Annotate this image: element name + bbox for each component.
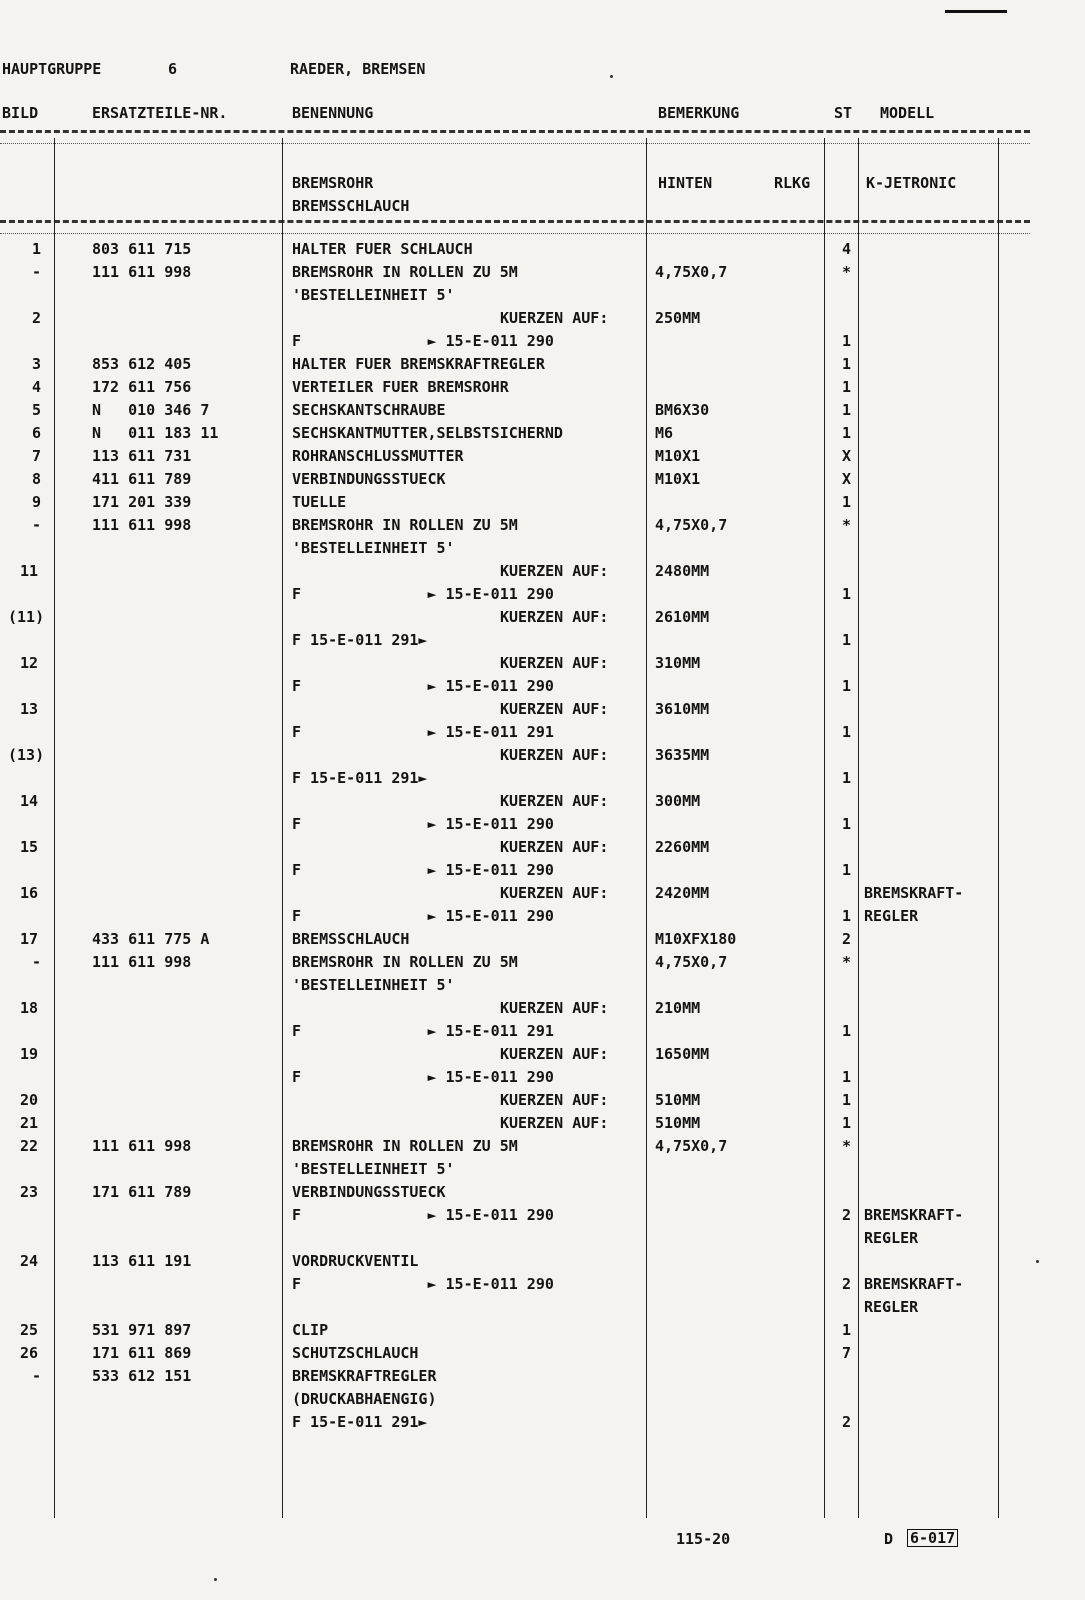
row-part-number: 113 611 191 — [92, 1252, 192, 1270]
row-bild: 14 — [20, 792, 39, 810]
row-remark: 2610MM — [655, 608, 710, 626]
row-quantity: * — [842, 263, 852, 281]
row-quantity: 1 — [842, 1068, 852, 1086]
row-bild: 12 — [20, 654, 39, 672]
row-description: KUERZEN AUF: — [500, 792, 609, 810]
row-bild: - — [32, 263, 42, 281]
row-description: F ► 15-E-011 290 — [292, 677, 554, 695]
row-model: BREMSKRAFT- — [864, 884, 964, 902]
row-description: 'BESTELLEINHEIT 5' — [292, 286, 455, 304]
row-remark: BM6X30 — [655, 401, 710, 419]
row-bild: 1 — [32, 240, 42, 258]
row-bild: - — [32, 1367, 42, 1385]
row-description: BREMSROHR IN ROLLEN ZU 5M — [292, 953, 518, 971]
row-part-number: 113 611 731 — [92, 447, 192, 465]
row-description: F ► 15-E-011 290 — [292, 1206, 554, 1224]
scan-speck — [1036, 1260, 1039, 1263]
row-description: KUERZEN AUF: — [500, 746, 609, 764]
col-divider-2 — [282, 138, 283, 1518]
top-rule — [945, 10, 1007, 13]
row-quantity: 1 — [842, 332, 852, 350]
row-description: BREMSROHR IN ROLLEN ZU 5M — [292, 516, 518, 534]
row-quantity: 2 — [842, 930, 852, 948]
row-quantity: * — [842, 1137, 852, 1155]
row-quantity: 1 — [842, 355, 852, 373]
row-part-number: 111 611 998 — [92, 516, 192, 534]
row-remark: 4,75X0,7 — [655, 516, 728, 534]
row-description: F ► 15-E-011 290 — [292, 585, 554, 603]
scan-speck — [214, 1578, 217, 1581]
row-description: KUERZEN AUF: — [500, 884, 609, 902]
row-part-number: 111 611 998 — [92, 263, 192, 281]
row-remark: 310MM — [655, 654, 701, 672]
row-remark: 250MM — [655, 309, 701, 327]
row-description: TUELLE — [292, 493, 347, 511]
row-quantity: 1 — [842, 424, 852, 442]
row-part-number: N 010 346 7 — [92, 401, 210, 419]
row-description: BREMSKRAFTREGLER — [292, 1367, 437, 1385]
row-bild: 16 — [20, 884, 39, 902]
row-quantity: X — [842, 470, 852, 488]
col-remark: BEMERKUNG — [658, 104, 740, 122]
row-bild: 11 — [20, 562, 39, 580]
section-model: K-JETRONIC — [866, 174, 957, 192]
row-description: ROHRANSCHLUSSMUTTER — [292, 447, 464, 465]
row-part-number: N 011 183 11 — [92, 424, 219, 442]
row-bild: 7 — [32, 447, 42, 465]
row-bild: 20 — [20, 1091, 39, 1109]
section-rule — [0, 220, 1030, 234]
code-box: 6-017 — [907, 1529, 958, 1547]
row-description: VERBINDUNGSSTUECK — [292, 470, 446, 488]
row-description: VERBINDUNGSSTUECK — [292, 1183, 446, 1201]
col-divider-4 — [824, 138, 825, 1518]
row-description: F ► 15-E-011 290 — [292, 332, 554, 350]
group-number: 6 — [168, 60, 178, 78]
row-quantity: 1 — [842, 1091, 852, 1109]
row-description: KUERZEN AUF: — [500, 1045, 609, 1063]
row-part-number: 853 612 405 — [92, 355, 192, 373]
row-quantity: 1 — [842, 769, 852, 787]
row-bild: 13 — [20, 700, 39, 718]
row-remark: M10XFX180 — [655, 930, 737, 948]
row-quantity: 1 — [842, 815, 852, 833]
row-model: BREMSKRAFT- — [864, 1275, 964, 1293]
row-description: KUERZEN AUF: — [500, 654, 609, 672]
row-bild: 22 — [20, 1137, 39, 1155]
section-title-1: BREMSROHR — [292, 174, 374, 192]
row-model: REGLER — [864, 1229, 919, 1247]
row-part-number: 803 611 715 — [92, 240, 192, 258]
page-number: 115-20 — [676, 1530, 731, 1548]
row-quantity: 2 — [842, 1275, 852, 1293]
row-quantity: 1 — [842, 861, 852, 879]
row-description: F 15-E-011 291► — [292, 1413, 428, 1431]
row-remark: 510MM — [655, 1114, 701, 1132]
row-remark: 4,75X0,7 — [655, 1137, 728, 1155]
row-quantity: * — [842, 516, 852, 534]
row-description: F ► 15-E-011 290 — [292, 815, 554, 833]
row-description: KUERZEN AUF: — [500, 1114, 609, 1132]
row-part-number: 533 612 151 — [92, 1367, 192, 1385]
row-description: 'BESTELLEINHEIT 5' — [292, 976, 455, 994]
row-bild: 2 — [32, 309, 42, 327]
row-description: VORDRUCKVENTIL — [292, 1252, 419, 1270]
row-bild: 25 — [20, 1321, 39, 1339]
row-remark: 3610MM — [655, 700, 710, 718]
row-description: KUERZEN AUF: — [500, 1091, 609, 1109]
row-bild: 26 — [20, 1344, 39, 1362]
row-quantity: 1 — [842, 493, 852, 511]
row-bild: 3 — [32, 355, 42, 373]
row-description: CLIP — [292, 1321, 329, 1339]
row-part-number: 171 201 339 — [92, 493, 192, 511]
row-bild: 9 — [32, 493, 42, 511]
group-name: RAEDER, BREMSEN — [290, 60, 426, 78]
row-bild: 21 — [20, 1114, 39, 1132]
row-bild: 15 — [20, 838, 39, 856]
row-bild: (13) — [8, 746, 45, 764]
row-description: F ► 15-E-011 290 — [292, 1068, 554, 1086]
col-model: MODELL — [880, 104, 935, 122]
row-description: BREMSROHR IN ROLLEN ZU 5M — [292, 263, 518, 281]
row-remark: 2260MM — [655, 838, 710, 856]
row-part-number: 531 971 897 — [92, 1321, 192, 1339]
row-part-number: 171 611 869 — [92, 1344, 192, 1362]
row-description: (DRUCKABHAENGIG) — [292, 1390, 437, 1408]
row-model: REGLER — [864, 1298, 919, 1316]
col-qty: ST — [834, 104, 853, 122]
row-quantity: X — [842, 447, 852, 465]
row-remark: M6 — [655, 424, 674, 442]
row-bild: 23 — [20, 1183, 39, 1201]
row-description: BREMSROHR IN ROLLEN ZU 5M — [292, 1137, 518, 1155]
row-remark: 2420MM — [655, 884, 710, 902]
row-bild: - — [32, 953, 42, 971]
row-description: HALTER FUER BREMSKRAFTREGLER — [292, 355, 545, 373]
row-bild: 17 — [20, 930, 39, 948]
col-part-no: ERSATZTEILE-NR. — [92, 104, 228, 122]
row-description: SCHUTZSCHLAUCH — [292, 1344, 419, 1362]
row-quantity: 1 — [842, 1321, 852, 1339]
row-part-number: 433 611 775 A — [92, 930, 210, 948]
row-quantity: 1 — [842, 401, 852, 419]
row-part-number: 172 611 756 — [92, 378, 192, 396]
row-description: F 15-E-011 291► — [292, 631, 428, 649]
row-description: KUERZEN AUF: — [500, 838, 609, 856]
row-part-number: 111 611 998 — [92, 953, 192, 971]
row-description: KUERZEN AUF: — [500, 309, 609, 327]
row-description: F ► 15-E-011 290 — [292, 861, 554, 879]
row-description: VERTEILER FUER BREMSROHR — [292, 378, 509, 396]
header-rule — [0, 130, 1030, 144]
group-label: HAUPTGRUPPE — [2, 60, 102, 78]
row-description: KUERZEN AUF: — [500, 700, 609, 718]
row-model: REGLER — [864, 907, 919, 925]
row-description: KUERZEN AUF: — [500, 608, 609, 626]
row-quantity: 1 — [842, 723, 852, 741]
row-description: KUERZEN AUF: — [500, 562, 609, 580]
row-quantity: 2 — [842, 1413, 852, 1431]
col-divider-1 — [54, 138, 55, 1518]
row-description: F ► 15-E-011 290 — [292, 907, 554, 925]
row-remark: M10X1 — [655, 447, 701, 465]
row-bild: 8 — [32, 470, 42, 488]
col-bild: BILD — [2, 104, 39, 122]
col-name: BENENNUNG — [292, 104, 374, 122]
col-divider-3 — [646, 138, 647, 1518]
section-remark-2: RLKG — [774, 174, 811, 192]
row-bild: (11) — [8, 608, 45, 626]
row-bild: 24 — [20, 1252, 39, 1270]
row-quantity: 4 — [842, 240, 852, 258]
row-bild: 19 — [20, 1045, 39, 1063]
row-quantity: 1 — [842, 585, 852, 603]
row-bild: - — [32, 516, 42, 534]
row-quantity: 1 — [842, 378, 852, 396]
row-description: F ► 15-E-011 291 — [292, 1022, 554, 1040]
row-model: BREMSKRAFT- — [864, 1206, 964, 1224]
row-remark: 1650MM — [655, 1045, 710, 1063]
row-remark: 3635MM — [655, 746, 710, 764]
row-remark: 300MM — [655, 792, 701, 810]
row-quantity: 2 — [842, 1206, 852, 1224]
section-title-2: BREMSSCHLAUCH — [292, 197, 410, 215]
row-description: BREMSSCHLAUCH — [292, 930, 410, 948]
row-quantity: 1 — [842, 677, 852, 695]
section-remark: HINTEN — [658, 174, 713, 192]
row-description: 'BESTELLEINHEIT 5' — [292, 1160, 455, 1178]
row-remark: 4,75X0,7 — [655, 953, 728, 971]
row-remark: 510MM — [655, 1091, 701, 1109]
row-bild: 18 — [20, 999, 39, 1017]
col-divider-6 — [998, 138, 999, 1518]
row-quantity: 1 — [842, 631, 852, 649]
row-quantity: 1 — [842, 907, 852, 925]
row-remark: 4,75X0,7 — [655, 263, 728, 281]
row-description: HALTER FUER SCHLAUCH — [292, 240, 473, 258]
row-quantity: 1 — [842, 1114, 852, 1132]
row-quantity: 7 — [842, 1344, 852, 1362]
row-description: 'BESTELLEINHEIT 5' — [292, 539, 455, 557]
row-description: F ► 15-E-011 291 — [292, 723, 554, 741]
code-prefix: D — [884, 1530, 894, 1548]
row-quantity: * — [842, 953, 852, 971]
row-description: SECHSKANTMUTTER,SELBSTSICHERND — [292, 424, 563, 442]
row-remark: 2480MM — [655, 562, 710, 580]
row-bild: 6 — [32, 424, 42, 442]
row-part-number: 111 611 998 — [92, 1137, 192, 1155]
row-bild: 5 — [32, 401, 42, 419]
row-description: KUERZEN AUF: — [500, 999, 609, 1017]
row-description: SECHSKANTSCHRAUBE — [292, 401, 446, 419]
row-part-number: 171 611 789 — [92, 1183, 192, 1201]
row-description: F 15-E-011 291► — [292, 769, 428, 787]
scan-speck — [610, 75, 613, 78]
row-description: F ► 15-E-011 290 — [292, 1275, 554, 1293]
row-remark: M10X1 — [655, 470, 701, 488]
row-remark: 210MM — [655, 999, 701, 1017]
row-bild: 4 — [32, 378, 42, 396]
row-quantity: 1 — [842, 1022, 852, 1040]
col-divider-5 — [858, 138, 859, 1518]
row-part-number: 411 611 789 — [92, 470, 192, 488]
